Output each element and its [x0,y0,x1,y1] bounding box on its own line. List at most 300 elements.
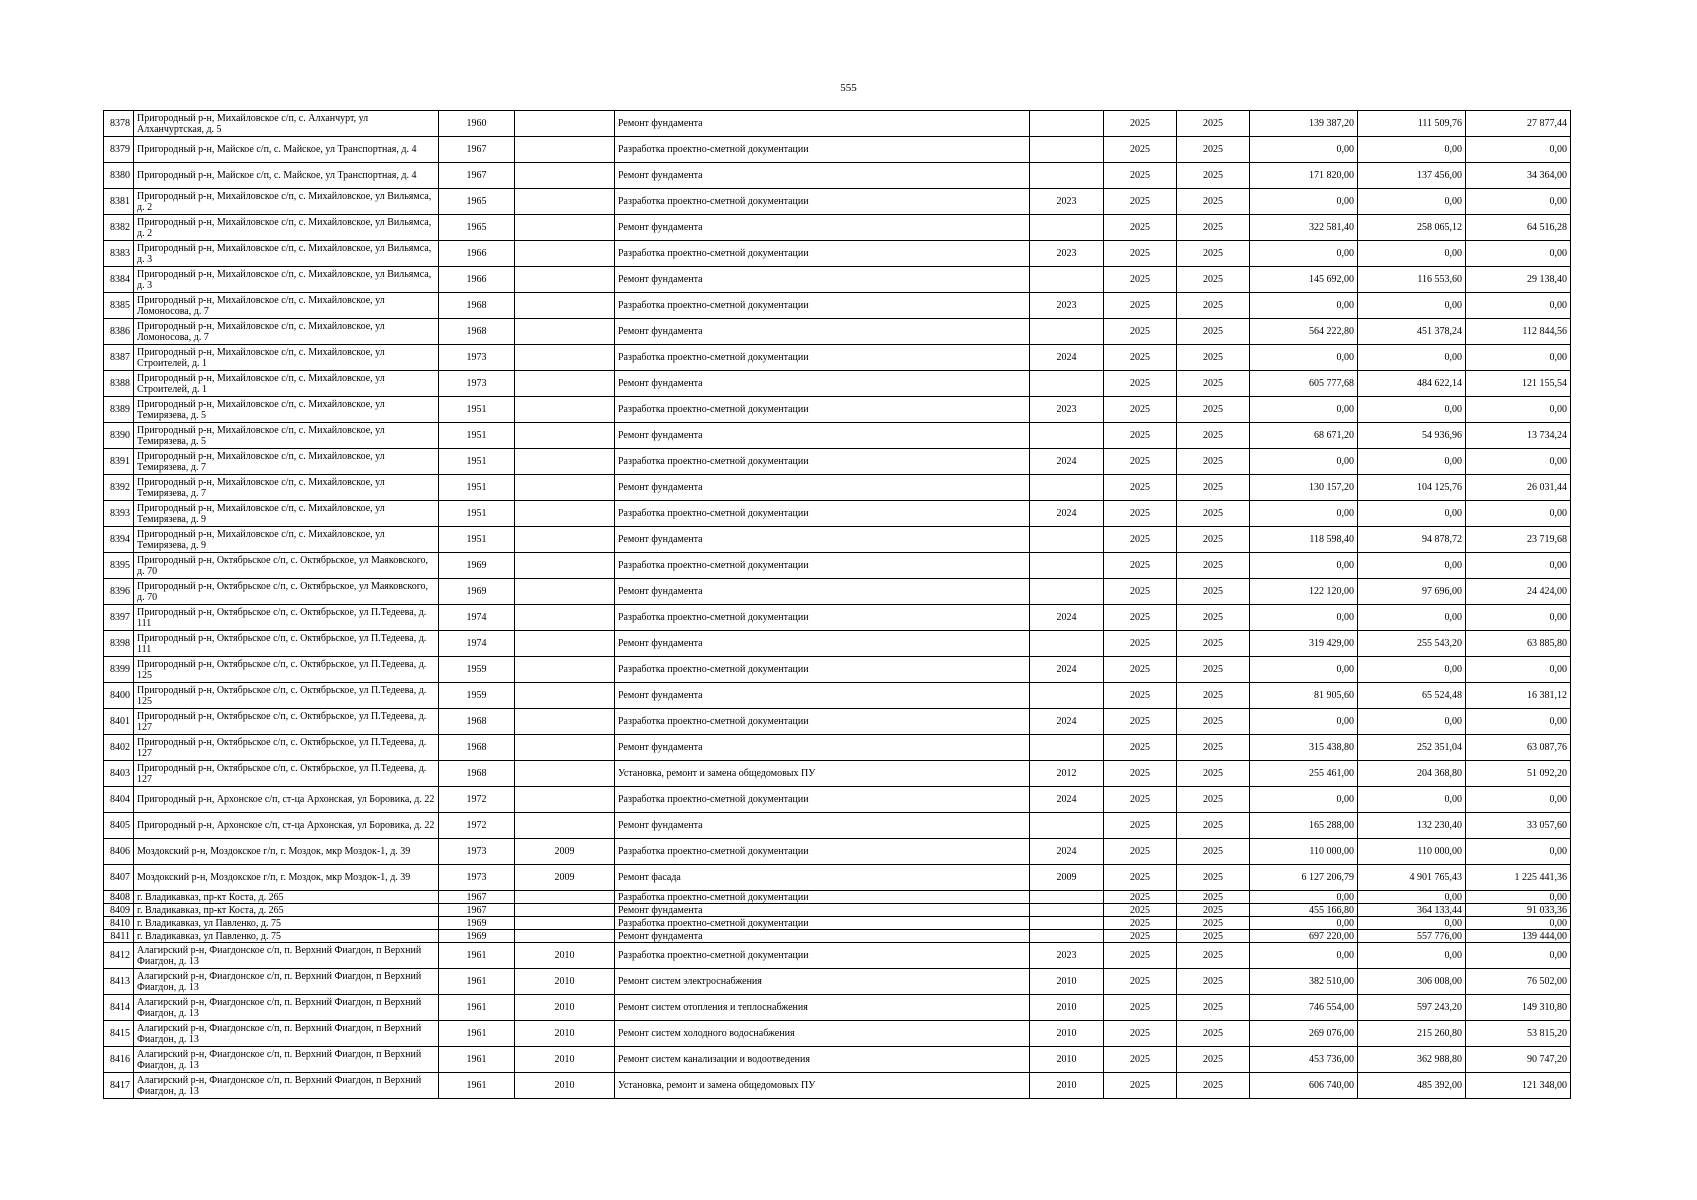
year-prev-work-cell [1030,930,1104,943]
owner-cost-cell: 51 092,20 [1466,761,1571,787]
work-type-cell: Ремонт систем холодного водоснабжения [615,1021,1030,1047]
total-cost-cell: 315 438,80 [1250,735,1358,761]
year-prev-work-cell [1030,813,1104,839]
owner-cost-cell: 63 087,76 [1466,735,1571,761]
year-built-cell: 1967 [439,891,515,904]
owner-cost-cell: 0,00 [1466,189,1571,215]
year-prev-work-cell: 2024 [1030,709,1104,735]
row-number-cell: 8389 [104,397,134,423]
row-number-cell: 8393 [104,501,134,527]
year-built-cell: 1967 [439,904,515,917]
owner-cost-cell: 0,00 [1466,449,1571,475]
year-built-cell: 1951 [439,397,515,423]
total-cost-cell: 0,00 [1250,501,1358,527]
row-number-cell: 8403 [104,761,134,787]
year-plan-end-cell: 2025 [1177,1047,1250,1073]
address-cell: Пригородный р-н, Михайловское с/п, с. Михайловское, ул Строителей, д. 1 [134,345,439,371]
year-plan-end-cell: 2025 [1177,449,1250,475]
work-type-cell: Разработка проектно-сметной документации [615,345,1030,371]
year-plan-start-cell: 2025 [1104,137,1177,163]
year-plan-end-cell: 2025 [1177,189,1250,215]
fund-cost-cell: 255 543,20 [1358,631,1466,657]
year-plan-end-cell: 2025 [1177,865,1250,891]
address-cell: Алагирский р-н, Фиагдонское с/п, п. Верхний Фиагдон, п Верхний Фиагдон, д. 13 [134,1021,439,1047]
year-last-repair-cell [515,917,615,930]
fund-cost-cell: 111 509,76 [1358,111,1466,137]
total-cost-cell: 145 692,00 [1250,267,1358,293]
row-number-cell: 8410 [104,917,134,930]
total-cost-cell: 171 820,00 [1250,163,1358,189]
total-cost-cell: 269 076,00 [1250,1021,1358,1047]
fund-cost-cell: 116 553,60 [1358,267,1466,293]
address-cell: Алагирский р-н, Фиагдонское с/п, п. Верхний Фиагдон, п Верхний Фиагдон, д. 13 [134,943,439,969]
fund-cost-cell: 252 351,04 [1358,735,1466,761]
fund-cost-cell: 0,00 [1358,553,1466,579]
row-number-cell: 8382 [104,215,134,241]
total-cost-cell: 0,00 [1250,657,1358,683]
fund-cost-cell: 215 260,80 [1358,1021,1466,1047]
fund-cost-cell: 258 065,12 [1358,215,1466,241]
owner-cost-cell: 16 381,12 [1466,683,1571,709]
year-plan-start-cell: 2025 [1104,709,1177,735]
table-row [104,189,1571,215]
address-cell: Пригородный р-н, Михайловское с/п, с. Михайловское, ул Вильямса, д. 3 [134,267,439,293]
address-cell: Пригородный р-н, Октябрьское с/п, с. Октябрьское, ул П.Тедеева, д. 127 [134,709,439,735]
row-number-cell: 8400 [104,683,134,709]
year-prev-work-cell: 2024 [1030,605,1104,631]
year-last-repair-cell [515,657,615,683]
total-cost-cell: 382 510,00 [1250,969,1358,995]
total-cost-cell: 605 777,68 [1250,371,1358,397]
owner-cost-cell: 90 747,20 [1466,1047,1571,1073]
address-cell: Пригородный р-н, Михайловское с/п, с. Михайловское, ул Темирязева, д. 5 [134,397,439,423]
address-cell: Моздокский р-н, Моздокское г/п, г. Моздок, мкр Моздок-1, д. 39 [134,865,439,891]
row-number-cell: 8394 [104,527,134,553]
row-number-cell: 8416 [104,1047,134,1073]
fund-cost-cell: 132 230,40 [1358,813,1466,839]
year-built-cell: 1960 [439,111,515,137]
year-built-cell: 1966 [439,267,515,293]
year-plan-start-cell: 2025 [1104,930,1177,943]
work-type-cell: Ремонт фундамента [615,527,1030,553]
year-prev-work-cell: 2024 [1030,787,1104,813]
year-plan-end-cell: 2025 [1177,657,1250,683]
row-number-cell: 8409 [104,904,134,917]
work-type-cell: Ремонт фундамента [615,215,1030,241]
address-cell: Пригородный р-н, Октябрьское с/п, с. Октябрьское, ул П.Тедеева, д. 125 [134,683,439,709]
work-type-cell: Ремонт фундамента [615,579,1030,605]
year-last-repair-cell [515,319,615,345]
table-row [104,709,1571,735]
year-prev-work-cell: 2010 [1030,1073,1104,1099]
row-number-cell: 8412 [104,943,134,969]
year-prev-work-cell [1030,137,1104,163]
year-prev-work-cell [1030,891,1104,904]
year-prev-work-cell [1030,371,1104,397]
row-number-cell: 8411 [104,930,134,943]
work-type-cell: Разработка проектно-сметной документации [615,839,1030,865]
year-last-repair-cell [515,501,615,527]
year-plan-end-cell: 2025 [1177,293,1250,319]
address-cell: Алагирский р-н, Фиагдонское с/п, п. Верхний Фиагдон, п Верхний Фиагдон, д. 13 [134,969,439,995]
fund-cost-cell: 451 378,24 [1358,319,1466,345]
owner-cost-cell: 33 057,60 [1466,813,1571,839]
year-plan-end-cell: 2025 [1177,137,1250,163]
table-row [104,449,1571,475]
address-cell: Пригородный р-н, Михайловское с/п, с. Михайловское, ул Темирязева, д. 9 [134,527,439,553]
row-number-cell: 8402 [104,735,134,761]
fund-cost-cell: 94 878,72 [1358,527,1466,553]
year-last-repair-cell [515,631,615,657]
year-last-repair-cell: 2010 [515,943,615,969]
year-plan-end-cell: 2025 [1177,1073,1250,1099]
year-plan-start-cell: 2025 [1104,423,1177,449]
table-row [104,930,1571,943]
fund-cost-cell: 0,00 [1358,293,1466,319]
table-row [104,215,1571,241]
work-type-cell: Разработка проектно-сметной документации [615,293,1030,319]
year-plan-end-cell: 2025 [1177,709,1250,735]
table-row [104,267,1571,293]
owner-cost-cell: 1 225 441,36 [1466,865,1571,891]
table-row [104,397,1571,423]
year-prev-work-cell [1030,423,1104,449]
fund-cost-cell: 0,00 [1358,605,1466,631]
year-built-cell: 1968 [439,293,515,319]
total-cost-cell: 81 905,60 [1250,683,1358,709]
fund-cost-cell: 364 133,44 [1358,904,1466,917]
year-last-repair-cell [515,930,615,943]
year-plan-start-cell: 2025 [1104,397,1177,423]
table-row [104,917,1571,930]
year-plan-end-cell: 2025 [1177,397,1250,423]
year-plan-start-cell: 2025 [1104,267,1177,293]
row-number-cell: 8383 [104,241,134,267]
owner-cost-cell: 27 877,44 [1466,111,1571,137]
total-cost-cell: 0,00 [1250,449,1358,475]
total-cost-cell: 6 127 206,79 [1250,865,1358,891]
year-built-cell: 1968 [439,709,515,735]
year-built-cell: 1965 [439,189,515,215]
owner-cost-cell: 0,00 [1466,917,1571,930]
year-plan-start-cell: 2025 [1104,943,1177,969]
year-prev-work-cell [1030,553,1104,579]
address-cell: Пригородный р-н, Михайловское с/п, с. Михайловское, ул Темирязева, д. 5 [134,423,439,449]
owner-cost-cell: 0,00 [1466,501,1571,527]
year-built-cell: 1966 [439,241,515,267]
address-cell: Пригородный р-н, Октябрьское с/п, с. Октябрьское, ул Маяковского, д. 70 [134,579,439,605]
total-cost-cell: 697 220,00 [1250,930,1358,943]
address-cell: г. Владикавказ, ул Павленко, д. 75 [134,930,439,943]
row-number-cell: 8401 [104,709,134,735]
owner-cost-cell: 0,00 [1466,839,1571,865]
fund-cost-cell: 0,00 [1358,891,1466,904]
table-row [104,371,1571,397]
year-plan-end-cell: 2025 [1177,423,1250,449]
total-cost-cell: 606 740,00 [1250,1073,1358,1099]
total-cost-cell: 746 554,00 [1250,995,1358,1021]
owner-cost-cell: 0,00 [1466,397,1571,423]
total-cost-cell: 68 671,20 [1250,423,1358,449]
table-row [104,111,1571,137]
address-cell: Пригородный р-н, Октябрьское с/п, с. Октябрьское, ул П.Тедеева, д. 127 [134,735,439,761]
row-number-cell: 8408 [104,891,134,904]
year-prev-work-cell: 2012 [1030,761,1104,787]
fund-cost-cell: 110 000,00 [1358,839,1466,865]
year-plan-end-cell: 2025 [1177,241,1250,267]
row-number-cell: 8404 [104,787,134,813]
table-row [104,1047,1571,1073]
year-prev-work-cell: 2024 [1030,839,1104,865]
row-number-cell: 8384 [104,267,134,293]
row-number-cell: 8386 [104,319,134,345]
fund-cost-cell: 484 622,14 [1358,371,1466,397]
owner-cost-cell: 13 734,24 [1466,423,1571,449]
owner-cost-cell: 29 138,40 [1466,267,1571,293]
year-prev-work-cell [1030,163,1104,189]
total-cost-cell: 0,00 [1250,397,1358,423]
total-cost-cell: 0,00 [1250,137,1358,163]
page-number: 555 [840,82,857,94]
row-number-cell: 8387 [104,345,134,371]
owner-cost-cell: 0,00 [1466,891,1571,904]
year-plan-end-cell: 2025 [1177,683,1250,709]
year-prev-work-cell: 2010 [1030,995,1104,1021]
work-type-cell: Ремонт систем отопления и теплоснабжения [615,995,1030,1021]
row-number-cell: 8395 [104,553,134,579]
year-plan-start-cell: 2025 [1104,345,1177,371]
year-last-repair-cell: 2010 [515,1021,615,1047]
address-cell: Пригородный р-н, Михайловское с/п, с. Михайловское, ул Вильямса, д. 2 [134,189,439,215]
address-cell: Алагирский р-н, Фиагдонское с/п, п. Верхний Фиагдон, п Верхний Фиагдон, д. 13 [134,1047,439,1073]
address-cell: Пригородный р-н, Михайловское с/п, с. Михайловское, ул Вильямса, д. 2 [134,215,439,241]
year-prev-work-cell [1030,475,1104,501]
year-plan-end-cell: 2025 [1177,371,1250,397]
address-cell: Алагирский р-н, Фиагдонское с/п, п. Верхний Фиагдон, п Верхний Фиагдон, д. 13 [134,995,439,1021]
row-number-cell: 8415 [104,1021,134,1047]
year-last-repair-cell [515,787,615,813]
fund-cost-cell: 0,00 [1358,943,1466,969]
row-number-cell: 8413 [104,969,134,995]
work-type-cell: Разработка проектно-сметной документации [615,917,1030,930]
work-type-cell: Разработка проектно-сметной документации [615,449,1030,475]
year-plan-end-cell: 2025 [1177,904,1250,917]
work-type-cell: Установка, ремонт и замена общедомовых ПУ [615,1073,1030,1099]
address-cell: Пригородный р-н, Михайловское с/п, с. Михайловское, ул Ломоносова, д. 7 [134,293,439,319]
total-cost-cell: 139 387,20 [1250,111,1358,137]
address-cell: г. Владикавказ, пр-кт Коста, д. 265 [134,904,439,917]
address-cell: Пригородный р-н, Михайловское с/п, с. Михайловское, ул Вильямса, д. 3 [134,241,439,267]
fund-cost-cell: 485 392,00 [1358,1073,1466,1099]
fund-cost-cell: 137 456,00 [1358,163,1466,189]
year-last-repair-cell [515,423,615,449]
work-type-cell: Ремонт фундамента [615,631,1030,657]
year-plan-start-cell: 2025 [1104,735,1177,761]
owner-cost-cell: 0,00 [1466,787,1571,813]
table-row [104,553,1571,579]
year-plan-start-cell: 2025 [1104,969,1177,995]
year-built-cell: 1951 [439,501,515,527]
year-prev-work-cell [1030,579,1104,605]
year-plan-end-cell: 2025 [1177,995,1250,1021]
year-built-cell: 1951 [439,449,515,475]
total-cost-cell: 455 166,80 [1250,904,1358,917]
year-prev-work-cell: 2023 [1030,397,1104,423]
year-plan-start-cell: 2025 [1104,1021,1177,1047]
work-type-cell: Ремонт фундамента [615,904,1030,917]
fund-cost-cell: 597 243,20 [1358,995,1466,1021]
year-plan-end-cell: 2025 [1177,111,1250,137]
work-type-cell: Разработка проектно-сметной документации [615,891,1030,904]
owner-cost-cell: 0,00 [1466,709,1571,735]
year-last-repair-cell [515,735,615,761]
total-cost-cell: 0,00 [1250,605,1358,631]
year-plan-start-cell: 2025 [1104,865,1177,891]
year-plan-end-cell: 2025 [1177,215,1250,241]
year-last-repair-cell [515,215,615,241]
year-plan-start-cell: 2025 [1104,215,1177,241]
year-plan-start-cell: 2025 [1104,917,1177,930]
year-prev-work-cell: 2009 [1030,865,1104,891]
fund-cost-cell: 104 125,76 [1358,475,1466,501]
year-prev-work-cell: 2010 [1030,1021,1104,1047]
year-built-cell: 1961 [439,969,515,995]
year-plan-start-cell: 2025 [1104,319,1177,345]
fund-cost-cell: 0,00 [1358,189,1466,215]
owner-cost-cell: 53 815,20 [1466,1021,1571,1047]
year-built-cell: 1973 [439,345,515,371]
year-prev-work-cell: 2023 [1030,943,1104,969]
row-number-cell: 8390 [104,423,134,449]
row-number-cell: 8396 [104,579,134,605]
year-prev-work-cell [1030,631,1104,657]
owner-cost-cell: 63 885,80 [1466,631,1571,657]
total-cost-cell: 322 581,40 [1250,215,1358,241]
fund-cost-cell: 0,00 [1358,241,1466,267]
table-row [104,995,1571,1021]
year-built-cell: 1961 [439,943,515,969]
work-type-cell: Разработка проектно-сметной документации [615,657,1030,683]
row-number-cell: 8381 [104,189,134,215]
table-row [104,163,1571,189]
year-built-cell: 1969 [439,553,515,579]
address-cell: Пригородный р-н, Октябрьское с/п, с. Октябрьское, ул П.Тедеева, д. 125 [134,657,439,683]
year-plan-start-cell: 2025 [1104,761,1177,787]
year-last-repair-cell [515,527,615,553]
work-type-cell: Ремонт фундамента [615,813,1030,839]
year-plan-start-cell: 2025 [1104,293,1177,319]
fund-cost-cell: 0,00 [1358,501,1466,527]
owner-cost-cell: 24 424,00 [1466,579,1571,605]
year-last-repair-cell [515,111,615,137]
owner-cost-cell: 0,00 [1466,241,1571,267]
year-last-repair-cell [515,813,615,839]
year-plan-end-cell: 2025 [1177,345,1250,371]
year-last-repair-cell [515,371,615,397]
row-number-cell: 8380 [104,163,134,189]
year-prev-work-cell [1030,267,1104,293]
year-plan-end-cell: 2025 [1177,631,1250,657]
owner-cost-cell: 26 031,44 [1466,475,1571,501]
year-built-cell: 1973 [439,371,515,397]
work-type-cell: Разработка проектно-сметной документации [615,709,1030,735]
work-type-cell: Разработка проектно-сметной документации [615,241,1030,267]
owner-cost-cell: 0,00 [1466,293,1571,319]
work-type-cell: Ремонт фундамента [615,111,1030,137]
table-row [104,345,1571,371]
owner-cost-cell: 139 444,00 [1466,930,1571,943]
table-row [104,579,1571,605]
table-row [104,787,1571,813]
year-last-repair-cell [515,904,615,917]
year-last-repair-cell [515,293,615,319]
total-cost-cell: 319 429,00 [1250,631,1358,657]
year-prev-work-cell [1030,527,1104,553]
total-cost-cell: 0,00 [1250,709,1358,735]
work-type-cell: Ремонт фундамента [615,423,1030,449]
work-type-cell: Разработка проектно-сметной документации [615,943,1030,969]
year-plan-end-cell: 2025 [1177,917,1250,930]
year-plan-end-cell: 2025 [1177,969,1250,995]
year-plan-end-cell: 2025 [1177,813,1250,839]
work-type-cell: Разработка проектно-сметной документации [615,605,1030,631]
year-built-cell: 1951 [439,527,515,553]
year-plan-start-cell: 2025 [1104,839,1177,865]
fund-cost-cell: 0,00 [1358,137,1466,163]
year-plan-end-cell: 2025 [1177,553,1250,579]
year-plan-end-cell: 2025 [1177,579,1250,605]
table-row [104,839,1571,865]
year-plan-start-cell: 2025 [1104,605,1177,631]
work-type-cell: Разработка проектно-сметной документации [615,189,1030,215]
total-cost-cell: 0,00 [1250,891,1358,904]
row-number-cell: 8397 [104,605,134,631]
fund-cost-cell: 0,00 [1358,709,1466,735]
year-plan-end-cell: 2025 [1177,501,1250,527]
table-row [104,813,1571,839]
capital-repair-table [103,110,1571,1099]
year-plan-start-cell: 2025 [1104,995,1177,1021]
year-built-cell: 1973 [439,839,515,865]
fund-cost-cell: 557 776,00 [1358,930,1466,943]
year-last-repair-cell [515,683,615,709]
table-row [104,657,1571,683]
address-cell: Пригородный р-н, Михайловское с/п, с. Михайловское, ул Ломоносова, д. 7 [134,319,439,345]
table-row [104,631,1571,657]
row-number-cell: 8398 [104,631,134,657]
address-cell: Пригородный р-н, Октябрьское с/п, с. Октябрьское, ул П.Тедеева, д. 127 [134,761,439,787]
work-type-cell: Ремонт фундамента [615,163,1030,189]
work-type-cell: Ремонт систем электроснабжения [615,969,1030,995]
year-built-cell: 1959 [439,657,515,683]
address-cell: Пригородный р-н, Михайловское с/п, с. Михайловское, ул Темирязева, д. 9 [134,501,439,527]
fund-cost-cell: 0,00 [1358,917,1466,930]
year-plan-start-cell: 2025 [1104,1047,1177,1073]
total-cost-cell: 0,00 [1250,241,1358,267]
total-cost-cell: 0,00 [1250,345,1358,371]
table-row [104,891,1571,904]
year-prev-work-cell [1030,683,1104,709]
fund-cost-cell: 97 696,00 [1358,579,1466,605]
table-row [104,1073,1571,1099]
work-type-cell: Ремонт фундамента [615,267,1030,293]
year-plan-start-cell: 2025 [1104,657,1177,683]
year-prev-work-cell [1030,215,1104,241]
year-last-repair-cell [515,163,615,189]
year-plan-end-cell: 2025 [1177,1021,1250,1047]
row-number-cell: 8391 [104,449,134,475]
total-cost-cell: 255 461,00 [1250,761,1358,787]
